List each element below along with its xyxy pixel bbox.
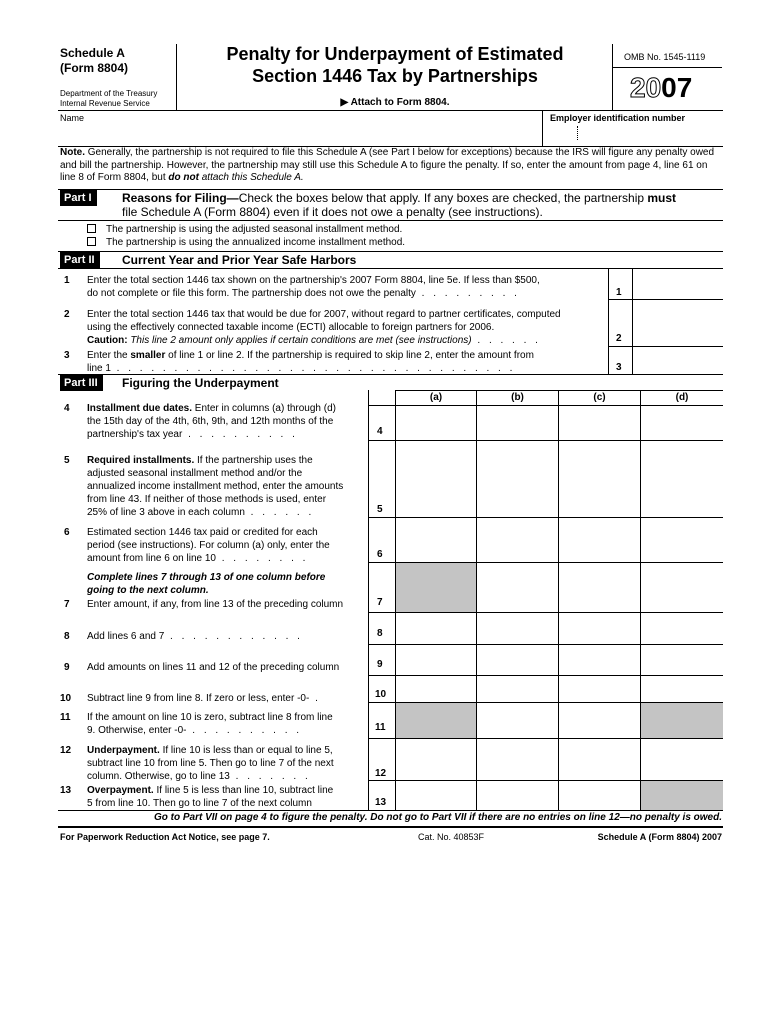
line4-text-a: Enter in columns (a) through (d) [192,403,336,414]
line9-box-number: 9 [377,659,383,670]
line9-col-c-field[interactable] [559,645,640,674]
part1-desc-a: Check the boxes below that apply. If any boxes are checked, the partnership [238,191,648,205]
note-paragraph [60,147,722,185]
line7-col-c-field[interactable] [559,563,640,611]
line3-number: 3 [64,350,70,361]
line11-col-c-field[interactable] [559,703,640,737]
line1-text-a: Enter the total section 1446 tax shown on the partnership's 2007 Form 8804, line 5e. If less than $500, [87,275,540,286]
column-d-header: (d) [675,392,689,403]
line5-text-c: annualized income installment method, enter the amounts [87,481,344,492]
note-lead: Note. [60,147,85,158]
line10-number: 10 [60,693,72,704]
paperwork-notice: For Paperwork Reduction Act Notice, see page 7. [60,832,270,842]
line2-number: 2 [64,309,70,320]
omb-rule [612,67,722,68]
line10-box-number: 10 [375,689,387,700]
line8-number: 8 [64,631,70,642]
ein-separator [577,126,578,140]
schedule-label: Schedule A [60,46,125,60]
part2-top-rule [58,251,723,252]
line5-text-b: adjusted seasonal installment method and/or the [87,468,303,479]
line4-text-c: partnership's tax year [87,429,183,440]
tax-year-outline: 20 [630,72,662,103]
part1-heading [122,191,722,219]
ein-field[interactable] [544,124,722,144]
line1-text: Enter the total section 1446 tax shown on the partnership's 2007 Form 8804, line 5e. If less than $500, do not complete or file this form. The partnership does not owe the penalty . . . . . . . . . [87,275,540,299]
line6-col-b-field[interactable] [477,518,558,561]
line3-amount-field[interactable] [633,347,722,373]
line5-col-c-field[interactable] [559,441,640,516]
line11-col-b-field[interactable] [477,703,558,737]
header-divider-left [176,44,177,110]
line11-box-number: 11 [375,722,386,733]
line10-text: Subtract line 9 from line 8. If zero or less, enter -0- . [87,693,321,704]
form-title-line1: Penalty for Underpayment of Estimated [226,44,564,64]
line13-box-number: 13 [375,797,387,808]
line2-text-b: using the effectively connected taxable income (ECTI) allocable to foreign partners for 2006. [87,322,495,333]
part1-heading-rule [58,220,723,221]
line12-col-a-field[interactable] [396,739,476,779]
line12-lead: Underpayment. [87,745,160,756]
line4-box-number: 4 [377,426,383,437]
line13-text-a: If line 5 is less than line 10, subtract line [153,785,334,796]
line3-text: Enter the smaller of line 1 or line 2. If the partnership is required to skip line 2, enter the amount from line 1 . . . . . . . . . . . . . . . . . . . . . . . . . . . . . . . . . . . [87,350,534,374]
line1-text-b: do not complete or file this form. The partnership does not owe the penalty [87,288,416,299]
line5-box-number: 5 [377,504,383,515]
part1-desc-b: file Schedule A (Form 8804) even if it does not owe a penalty (see instructions). [122,205,543,219]
line3-box-number: 3 [616,362,622,373]
cat-number: Cat. No. 40853F [418,832,485,842]
line8-col-a-field[interactable] [396,613,476,643]
form-label: (Form 8804) [60,61,129,75]
line12-text: Underpayment. If line 10 is less than or equal to line 5, subtract line 10 from line 5. Then go to line 7 of the next column. Otherwise, go to line 13 . . . . . . . [87,745,334,782]
line10-col-d-field[interactable] [641,676,723,701]
line4-text: Installment due dates. Enter in columns (a) through (d) the 15th day of the 4th, 6th, 9th, and 12th months of the partnership's tax year . . . . . . . . . . [87,403,336,440]
line7-col-b-field[interactable] [477,563,558,611]
line3-text-b: line 1 [87,363,111,374]
line5-col-b-field[interactable] [477,441,558,516]
line4-col-d-field[interactable] [641,406,723,439]
line6-text-a: Estimated section 1446 tax paid or credited for each [87,527,318,538]
dept-label: Department of the Treasury [60,89,158,98]
part3-title: Figuring the Underpayment [122,376,279,390]
line13-col-b-field[interactable] [477,781,558,809]
header-bottom-rule [58,110,723,111]
line2-caution: Caution: [87,335,128,346]
line13-rule [58,810,723,811]
line2-text: Enter the total section 1446 tax that would be due for 2007, without regard to partner certificates, computed using the effectively connected taxable income (ECTI) allocable to foreign partners for 2006. Caution: This line 2 amount only applies if certain conditions are met (see instructions) . . . . . . [87,309,561,346]
line1-amount-field[interactable] [633,270,722,298]
line10-text-a: Subtract line 9 from line 8. If zero or less, enter -0- [87,693,310,704]
part3-top-rule [58,374,723,375]
footer-rule [58,826,723,828]
annualized-income-checkbox[interactable] [87,237,96,246]
line2-amount-field[interactable] [633,300,722,345]
part1-title: Reasons for Filing— [122,191,239,205]
line4-col-c-field[interactable] [559,406,640,439]
line7-col-a-shaded [396,562,476,612]
line8-col-b-field[interactable] [477,613,558,643]
note-do-not: do not [168,172,199,183]
line2-text-c: This line 2 amount only applies if certain conditions are met (see instructions) [127,335,472,346]
name-field[interactable] [58,124,542,144]
grid-header-top [395,390,723,391]
line5-number: 5 [64,455,70,466]
line5-text-d: from line 43. If neither of those methods is used, enter [87,494,327,505]
line12-text-b: subtract line 10 from line 5. Then go to line 7 of the next [87,758,334,769]
complete-note-b: going to the next column. [87,585,209,596]
line8-col-d-field[interactable] [641,613,723,643]
ein-label: Employer identification number [550,113,686,123]
header-divider-right [612,44,613,110]
note-tail: attach this Schedule A. [198,172,304,183]
line11-col-a-shaded [396,702,476,738]
attach-note: ▶ Attach to Form 8804. [340,97,450,108]
line13-col-c-field[interactable] [559,781,640,809]
line8-text: Add lines 6 and 7 . . . . . . . . . . . . [87,631,303,642]
line4-text-b: the 15th day of the 4th, 6th, 9th, and 12th months of the [87,416,334,427]
part3-label: Part III [60,375,103,391]
part1-must: must [647,191,677,205]
line1-box-number: 1 [616,287,622,298]
adjusted-seasonal-checkbox[interactable] [87,224,96,233]
line2-text-a: Enter the total section 1446 tax that would be due for 2007, without regard to partner certificates, computed [87,309,561,320]
line9-text: Add amounts on lines 11 and 12 of the preceding column [87,662,340,673]
line5-lead: Required installments. [87,455,195,466]
part1-label: Part I [60,190,97,206]
line6-number: 6 [64,527,70,538]
line6-text-b: period (see instructions). For column (a) only, enter the [87,540,330,551]
line12-col-b-field[interactable] [477,739,558,779]
part2-label: Part II [60,252,100,268]
form-title-line2: Section 1446 Tax by Partnerships [252,66,538,86]
part2-title: Current Year and Prior Year Safe Harbors [122,253,357,267]
line12-col-d-field[interactable] [641,739,723,779]
line13-text [87,784,363,810]
line13-col-a-field[interactable] [396,781,476,809]
part2-heading-rule [58,268,723,269]
line4-col-b-field[interactable] [477,406,558,439]
line6-col-a-field[interactable] [396,518,476,561]
line11-text: If the amount on line 10 is zero, subtract line 8 from line 9. Otherwise, enter -0- . . . . . . . . . . [87,712,333,736]
line4-number: 4 [64,403,70,414]
line6-text: Estimated section 1446 tax paid or credited for each period (see instructions). For column (a) only, enter the amount from line 6 on line 10 . . . . . . . . [87,527,330,564]
line10-col-a-field[interactable] [396,676,476,701]
line2-box-number: 2 [616,333,622,344]
line11-text-b: 9. Otherwise, enter -0- [87,725,187,736]
line6-box-number: 6 [377,549,383,560]
line5-text: Required installments. If the partnership uses the adjusted seasonal installment method and/or the annualized income installment method, enter the amounts from line 43. If neither of those methods is used, enter 25% of line 3 above in each column . . . . . . [87,455,344,518]
line8-box-number: 8 [377,628,383,639]
part2-boxnum-left [608,268,609,374]
line5-col-d-field[interactable] [641,441,723,516]
column-a-header: (a) [429,392,443,403]
line12-text-a: If line 10 is less than or equal to line 5, [159,745,333,756]
line6-col-c-field[interactable] [559,518,640,561]
line11-text-a: If the amount on line 10 is zero, subtract line 8 from line [87,712,333,723]
line13-text-b: 5 from line 10. Then go to line 7 of the next column [87,798,312,809]
tax-year-bold: 07 [661,72,693,103]
line13-lead: Overpayment. [87,785,154,796]
line5-text-a: If the partnership uses the [194,455,313,466]
grid-boxnum-left [368,390,369,810]
line7-box-number: 7 [377,597,383,608]
line6-text-c: amount from line 6 on line 10 [87,553,216,564]
line13-number: 13 [60,785,72,796]
name-label: Name [60,113,85,123]
line7-text: Enter amount, if any, from line 13 of the preceding column [87,599,344,610]
line9-col-d-field[interactable] [641,645,723,674]
complete-note [87,571,367,597]
note-text: Generally, the partnership is not required to file this Schedule A (see Part I below for exceptions) because the IRS will figure any penalty owed and bill the partnership. However, the partnership may still use this Schedule A to figure the penalty. If so, enter the amount from page 4, line 61 on line 8 of Form 8804, but [60,147,715,183]
complete-note-a: Complete lines 7 through 13 of one column before [87,572,326,583]
line3-text-a2: of line 1 or line 2. If the partnership is required to skip line 2, enter the amount from [165,350,534,361]
line3-text-a1: Enter the [87,350,131,361]
tax-year [630,72,692,104]
goto-part7-note: Go to Part VII on page 4 to figure the penalty. Do not go to Part VII if there are no entries on line 12—no penalty is owed. [153,812,722,823]
line12-box-number: 12 [375,768,387,779]
line12-col-c-field[interactable] [559,739,640,779]
line12-number: 12 [60,745,72,756]
annualized-income-label: The partnership is using the annualized income installment method. [106,237,406,248]
line8-text-a: Add lines 6 and 7 [87,631,165,642]
column-c-header: (c) [593,392,606,403]
line11-number: 11 [60,712,71,723]
line9-col-b-field[interactable] [477,645,558,674]
line13-col-d-shaded [641,780,723,810]
line9-number: 9 [64,662,70,673]
line4-lead: Installment due dates. [87,403,193,414]
part1-top-rule [58,189,723,190]
line10-col-b-field[interactable] [477,676,558,701]
line5-col-a-field[interactable] [396,441,476,516]
line11-col-d-shaded [641,702,723,738]
line12-text-c: column. Otherwise, go to line 13 [87,771,230,782]
name-ein-divider [542,110,543,146]
line7-number: 7 [64,599,70,610]
line8-col-c-field[interactable] [559,613,640,643]
line6-col-d-field[interactable] [641,518,723,561]
column-b-header: (b) [511,392,524,403]
line9-col-a-field[interactable] [396,645,476,674]
footer-form-id: Schedule A (Form 8804) 2007 [597,832,722,842]
line5-text-e: 25% of line 3 above in each column [87,507,245,518]
line7-col-d-field[interactable] [641,563,723,611]
omb-number: OMB No. 1545-1119 [624,52,706,62]
line3-smaller: smaller [130,350,166,361]
line1-number: 1 [64,275,70,286]
irs-label: Internal Revenue Service [60,99,150,108]
line10-col-c-field[interactable] [559,676,640,701]
line4-col-a-field[interactable] [396,406,476,439]
adjusted-seasonal-label: The partnership is using the adjusted seasonal installment method. [106,224,403,235]
